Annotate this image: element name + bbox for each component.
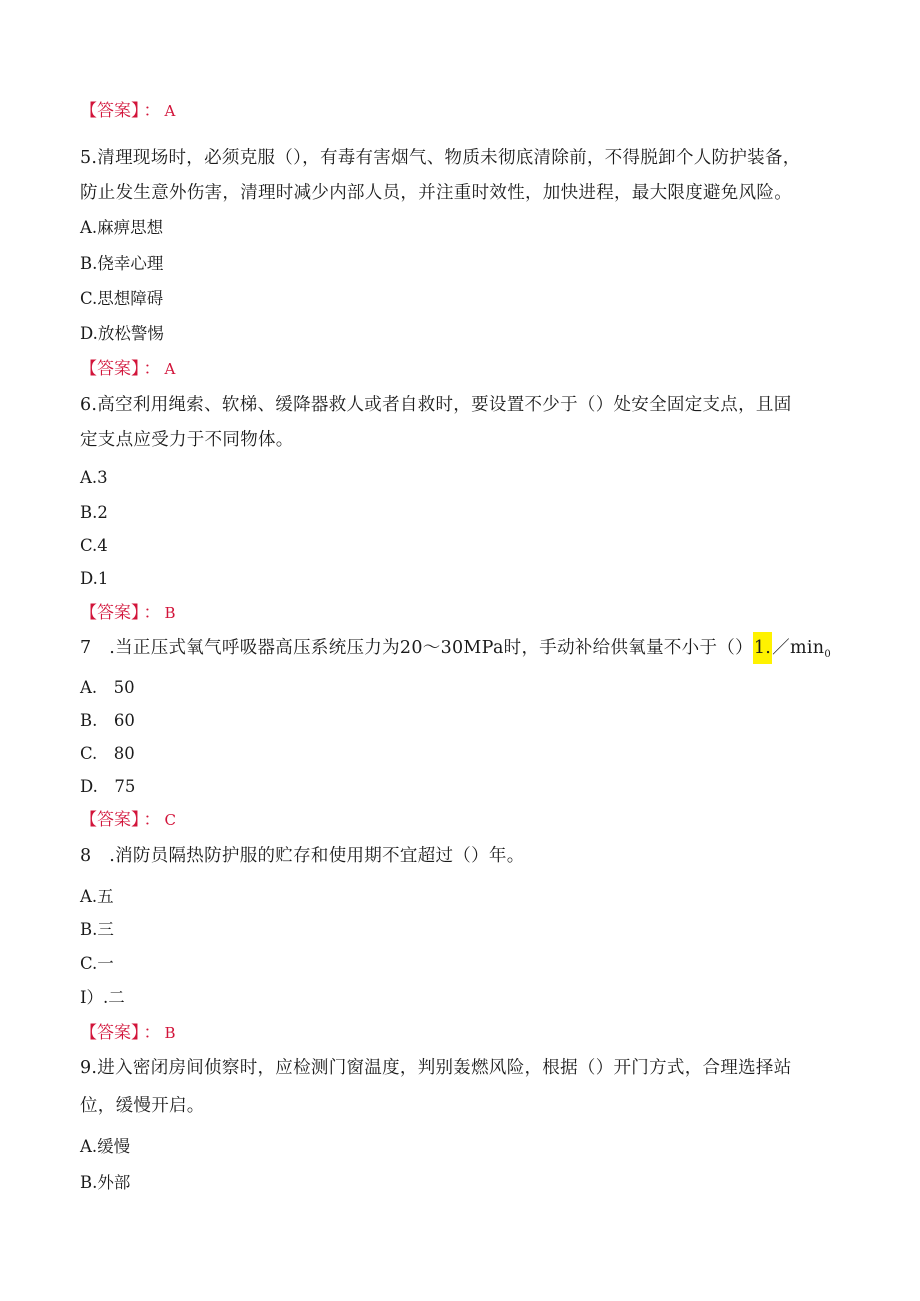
answer-line (80, 808, 176, 832)
question-8: 8 .消防员隔热防护服的贮存和使用期不宜超过（）年。 (80, 846, 525, 866)
answer-label: 【答案】 (80, 603, 140, 623)
answer-value: B (164, 604, 176, 622)
answer-separator: ： (143, 1023, 161, 1043)
answer-value: B (164, 1024, 176, 1042)
answer-line (80, 99, 175, 123)
option-a: A.麻痹思想 (80, 218, 164, 237)
answer-value: A (164, 360, 176, 378)
question-9-line-1: 9.进入密闭房间侦察时，应检测门窗温度，判别轰燃风险，根据（）开门方式，合理选择站 (80, 1058, 792, 1078)
question-9-line-2: 位，缓慢开启。 (80, 1096, 205, 1116)
option-d: D.放松警惕 (80, 324, 164, 343)
option-b: B.外部 (80, 1173, 131, 1192)
highlighted-text: 1. (753, 632, 772, 664)
option-a: A.3 (80, 468, 108, 487)
option-b: B. 60 (80, 711, 135, 730)
option-b: B.三 (80, 920, 114, 939)
answer-value: C (164, 811, 176, 829)
option-a: A. 50 (80, 678, 135, 697)
option-c: C.思想障碍 (80, 289, 164, 308)
option-b: B.侥幸心理 (80, 254, 164, 273)
answer-label: 【答案】 (80, 101, 140, 121)
option-a: A.缓慢 (80, 1137, 131, 1156)
option-d: D.1 (80, 569, 109, 588)
answer-line (80, 357, 175, 381)
answer-label: 【答案】 (80, 810, 140, 830)
question-5-line-2: 防止发生意外伤害，清理时减少内部人员，并注重时效性，加快进程，最大限度避免风险。 (80, 183, 792, 203)
unit-subscript: 0 (824, 649, 832, 660)
question-7 (80, 636, 831, 667)
answer-value: A (164, 102, 176, 120)
answer-line (80, 601, 176, 625)
option-c: C.一 (80, 954, 114, 973)
question-7-text: 7 .当正压式氧气呼吸器高压系统压力为20～30MPa时，手动补给供氧量不小于（） (80, 638, 753, 658)
option-b: B.2 (80, 503, 108, 522)
answer-label: 【答案】 (80, 1023, 140, 1043)
answer-label: 【答案】 (80, 359, 140, 379)
question-5-line-1: 5.清理现场时，必须克服（），有毒有害烟气、物质未彻底清除前，不得脱卸个人防护装备， (80, 148, 801, 168)
option-d: D. 75 (80, 777, 136, 796)
answer-separator: ： (143, 101, 161, 121)
unit-text: ／min (772, 638, 825, 658)
answer-line (80, 1021, 176, 1045)
option-c: C.4 (80, 536, 108, 555)
question-6-line-1: 6.高空利用绳索、软梯、缓降器救人或者自救时，要设置不少于（）处安全固定支点，且固 (80, 395, 792, 415)
question-6-line-2: 定支点应受力于不同物体。 (80, 430, 294, 450)
answer-separator: ： (143, 359, 161, 379)
option-c: C. 80 (80, 744, 135, 763)
option-d: I）.二 (80, 988, 125, 1007)
answer-separator: ： (143, 810, 161, 830)
answer-separator: ： (143, 603, 161, 623)
option-a: A.五 (80, 887, 114, 906)
